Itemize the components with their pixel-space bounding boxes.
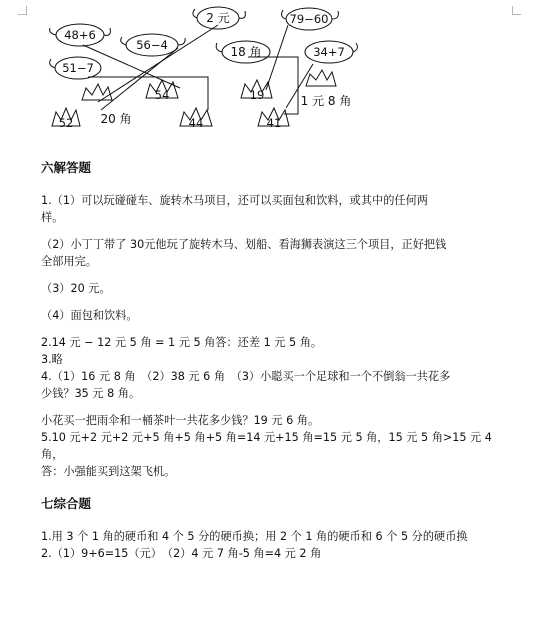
matching-figure xyxy=(38,0,368,140)
answer-line: （3）20 元。 xyxy=(41,282,111,295)
section-heading-7: 七综合题 xyxy=(41,496,92,511)
answer-line: （4）面包和饮料。 xyxy=(41,309,138,322)
grass-number: 52 xyxy=(58,116,74,130)
balloon-label: 2 元 xyxy=(206,11,230,25)
answer-line: 1.（1）可以玩碰碰车、旋转木马项目，还可以买面包和饮料，或其中的任何两 xyxy=(41,194,428,207)
balloon-label: 56−4 xyxy=(136,38,168,52)
balloon-string xyxy=(216,43,222,52)
balloon-label: 34+7 xyxy=(313,45,345,59)
answer-line: 答：小强能买到这架飞机。 xyxy=(41,465,176,478)
grass-caption: 20 角 xyxy=(100,112,132,126)
answer-line: 2.（1）9+6=15（元） （2）4 元 7 角-5 角=4 元 2 角 xyxy=(41,547,322,560)
grass-number: 41 xyxy=(266,116,282,130)
answer-line: 样。 xyxy=(41,211,64,224)
link-line xyxy=(248,57,298,114)
answer-line: 3.略 xyxy=(41,353,63,366)
grass-caption: 1 元 8 角 xyxy=(300,94,352,108)
answer-line: 小花买一把雨伞和一桶茶叶一共花多少钱？19 元 6 角。 xyxy=(41,414,320,427)
answer-line: 少钱？35 元 8 角。 xyxy=(41,387,141,400)
grass-number: 44 xyxy=(188,116,204,130)
answer-line: 全部用完。 xyxy=(41,255,97,268)
balloon-label: 51−7 xyxy=(62,61,94,75)
answer-line: 5.10 元+2 元+2 元+5 角+5 角+5 角=14 元+15 角=15 元 5 角，15 元 5 角>15 元 4 角， xyxy=(41,431,492,461)
answer-line: 1.用 3 个 1 角的硬币和 4 个 5 分的硬币换；用 2 个 1 角的硬币和 6 个 5 分的硬币换 xyxy=(41,530,468,543)
answer-line: 2.14 元 − 12 元 5 角 = 1 元 5 角答：还差 1 元 5 角。 xyxy=(41,336,323,349)
page-corner-mark-left xyxy=(18,6,27,15)
grass-number: 19 xyxy=(249,88,265,102)
grass-tuft xyxy=(82,84,112,100)
balloon-label: 18 角 xyxy=(230,45,262,59)
balloon-string xyxy=(50,59,55,68)
balloon-label: 48+6 xyxy=(64,28,96,42)
page-corner-mark-right xyxy=(512,6,521,15)
grass-number: 54 xyxy=(154,88,170,102)
answer-line: （2）小丁丁带了 30元他玩了旋转木马、划船、看海狮表演这三个项目，正好把钱 xyxy=(41,238,447,251)
answer-line: 4.（1）16 元 8 角 （2）38 元 6 角 （3）小聪买一个足球和一个不倒翁一共花多 xyxy=(41,370,451,383)
balloon-string xyxy=(353,43,357,52)
link-line xyxy=(88,77,208,110)
grass-tuft xyxy=(306,70,336,86)
balloon-label: 79−60 xyxy=(289,12,329,26)
section-heading-6: 六解答题 xyxy=(41,160,92,175)
answer-content xyxy=(41,158,503,562)
